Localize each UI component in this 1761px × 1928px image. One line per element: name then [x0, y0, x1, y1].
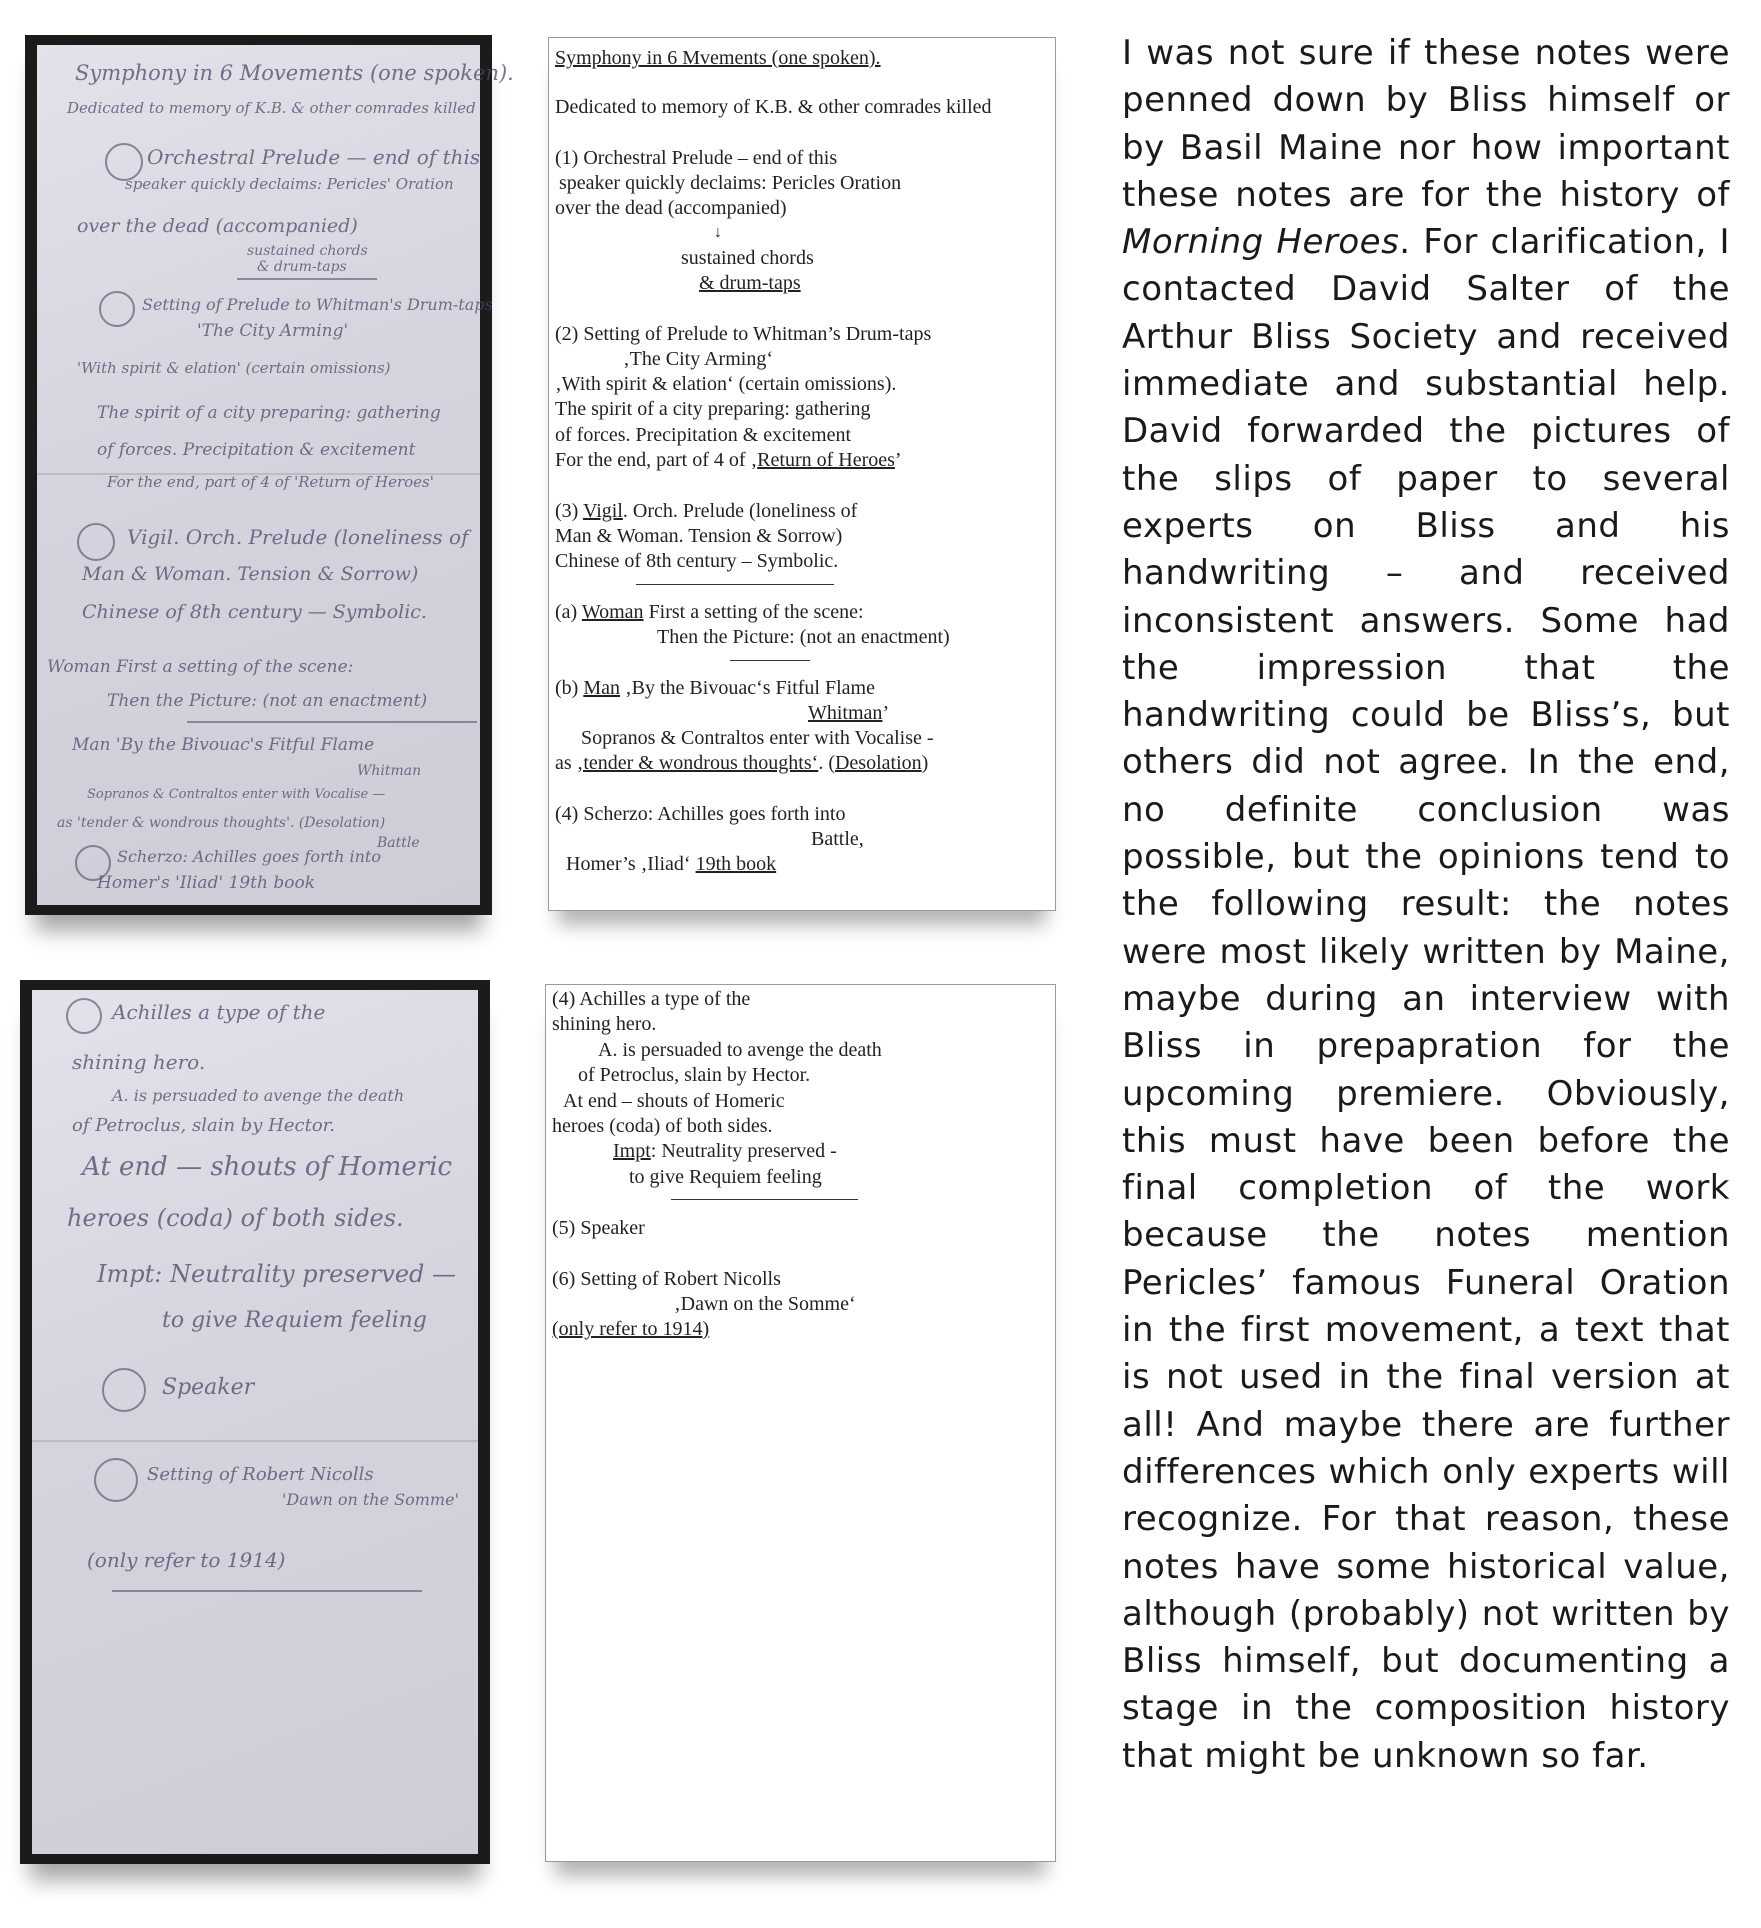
handwritten-line: Speaker	[162, 1375, 255, 1400]
underline-stroke	[187, 721, 477, 723]
handwritten-line: to give Requiem feeling	[162, 1308, 427, 1333]
transcript-line: (b) Man ‚By the Bivouac‘s Fitful Flame	[555, 677, 875, 699]
handwritten-line: speaker quickly declaims: Pericles' Oration	[125, 175, 454, 193]
handwritten-line: as 'tender & wondrous thoughts'. (Desolation)	[57, 815, 386, 831]
transcript-line: of forces. Precipitation & excitement	[555, 424, 852, 446]
handwritten-line: Sopranos & Contraltos enter with Vocalise —	[87, 787, 386, 802]
transcript-line: to give Requiem feeling	[629, 1166, 822, 1188]
transcript-page-2	[545, 984, 1056, 1862]
paper-sheet	[32, 990, 478, 1854]
handwritten-line: Impt: Neutrality preserved —	[97, 1260, 457, 1288]
transcript-line: speaker quickly declaims: Pericles Oration	[559, 172, 902, 194]
transcript-line: (3) Vigil. Orch. Prelude (loneliness of	[555, 500, 858, 522]
number-circle	[77, 523, 115, 561]
handwritten-line: Homer's 'Iliad' 19th book	[97, 873, 315, 893]
handwritten-line: & drum-taps	[257, 259, 347, 275]
paper-sheet	[37, 45, 514, 905]
transcript-line: (2) Setting of Prelude to Whitman’s Drum-taps	[555, 323, 932, 345]
transcript-line: ‚Dawn on the Somme‘	[674, 1293, 856, 1315]
transcript-line: Chinese of 8th century – Symbolic.	[555, 550, 839, 572]
handwritten-line: Setting of Prelude to Whitman's Drum-taps	[142, 295, 493, 314]
handwritten-line: For the end, part of 4 of 'Return of Heroes'	[107, 473, 434, 491]
handwritten-line: Man & Woman. Tension & Sorrow)	[82, 563, 419, 585]
underline-stroke	[237, 278, 377, 280]
handwritten-line: Vigil. Orch. Prelude (loneliness of	[127, 525, 469, 549]
transcript-line: & drum-taps	[699, 272, 801, 294]
work-title: Morning Heroes	[1122, 222, 1400, 263]
handwritten-line: 'With spirit & elation' (certain omissions)	[77, 359, 391, 377]
handwritten-line: At end — shouts of Homeric	[82, 1152, 453, 1182]
handwritten-line: Setting of Robert Nicolls	[147, 1464, 374, 1485]
transcript-line: (6) Setting of Robert Nicolls	[552, 1268, 781, 1290]
handwritten-line: sustained chords	[247, 243, 368, 259]
down-arrow-icon: ↓	[714, 224, 722, 241]
number-circle	[102, 1368, 146, 1412]
transcript-line: shining hero.	[552, 1013, 657, 1035]
handwritten-line: Whitman	[357, 763, 422, 779]
handwritten-line: Battle	[377, 835, 420, 851]
transcript-line: heroes (coda) of both sides.	[552, 1115, 773, 1137]
handwritten-line: Woman First a setting of the scene:	[47, 657, 354, 677]
transcript-line: Battle,	[811, 828, 864, 850]
handwritten-line: heroes (coda) of both sides.	[67, 1204, 404, 1232]
handwritten-line: A. is persuaded to avenge the death	[112, 1086, 405, 1105]
underline-stroke	[112, 1590, 422, 1592]
handwritten-line: of Petroclus, slain by Hector.	[72, 1115, 336, 1136]
transcript-line: Man & Woman. Tension & Sorrow)	[555, 525, 843, 547]
transcript-line: ‚The City Arming‘	[623, 348, 773, 370]
handwritten-notes-photo-2	[20, 980, 490, 1864]
essay-paragraph: I was not sure if these notes were penned down by Bliss himself or by Basil Maine nor how important these notes are for the history of Morning Heroes. For clarification, I contacted David Salter of the Arthur Bliss Society and received immediate and substantial help. David forwarded the pictures of the slips of paper to several experts on Bliss and his handwriting – and received inconsistent answers. Some had the impression that the handwriting could be Bliss’s, but others did not agree. In the end, no definite conclusion was possible, but the opinions tend to the following result: the notes were most likely written by Maine, maybe during an interview with Bliss in prepapration for the upcoming premiere. Obviously, this must have been before the final completion of the work because the notes mention Pericles’ famous Funeral Oration in the first movement, a text that is not used in the final version at all! And maybe there are further differences which only experts will recognize. For that reason, these notes have some historical value, although (probably) not written by Bliss himself, but documenting a stage in the composition history that might be unknown so far.	[1122, 33, 1730, 1776]
transcript-line: The spirit of a city preparing: gathering	[555, 398, 871, 420]
transcript-line: as ‚tender & wondrous thoughts‘. (Desolation)	[555, 752, 929, 774]
handwritten-line: 'The City Arming'	[197, 321, 349, 341]
handwritten-line: of forces. Precipitation & excitement	[97, 440, 416, 460]
handwritten-line: Man 'By the Bivouac's Fitful Flame	[72, 735, 375, 755]
handwritten-notes-photo-1	[25, 35, 514, 915]
handwritten-line: Orchestral Prelude — end of this	[147, 145, 481, 169]
transcript-line: (1) Orchestral Prelude – end of this	[555, 147, 838, 169]
handwritten-line: shining hero.	[72, 1050, 206, 1074]
transcript-line: of Petroclus, slain by Hector.	[578, 1064, 811, 1086]
transcript-line: ‚With spirit & elation‘ (certain omissions).	[555, 373, 897, 395]
separator-line	[730, 660, 810, 661]
number-circle	[94, 1458, 138, 1502]
transcript-line: Whitman’	[808, 702, 890, 724]
transcript-line: over the dead (accompanied)	[555, 197, 787, 219]
transcript-line: A. is persuaded to avenge the death	[598, 1039, 882, 1061]
transcript-line: (5) Speaker	[552, 1217, 645, 1239]
transcript-line: Homer’s ‚Iliad‘ 19th book	[566, 853, 777, 875]
separator-line	[636, 584, 834, 585]
handwritten-line: over the dead (accompanied)	[77, 215, 358, 237]
transcript-line: Impt: Neutrality preserved -	[613, 1140, 837, 1162]
transcript-line: At end – shouts of Homeric	[563, 1090, 785, 1112]
transcript-line: (only refer to 1914)	[552, 1318, 710, 1340]
number-circle	[99, 291, 135, 327]
handwritten-line: Dedicated to memory of K.B. & other comrades killed	[67, 99, 476, 117]
handwritten-line: Achilles a type of the	[112, 1000, 326, 1024]
transcript-line: (4) Achilles a type of the	[552, 988, 751, 1010]
handwritten-line: Symphony in 6 Movements (one spoken).	[75, 61, 514, 85]
handwritten-line: Chinese of 8th century — Symbolic.	[82, 601, 427, 623]
transcript-line: Sopranos & Contraltos enter with Vocalise -	[581, 727, 934, 749]
handwritten-line: The spirit of a city preparing: gathering	[97, 403, 441, 423]
number-circle	[66, 998, 102, 1034]
transcript-title: Symphony in 6 Mvements (one spoken).	[555, 47, 881, 69]
transcript-line: sustained chords	[681, 247, 814, 269]
handwritten-line: Scherzo: Achilles goes forth into	[117, 847, 381, 866]
handwritten-line: (only refer to 1914)	[87, 1548, 286, 1572]
separator-line	[671, 1199, 858, 1200]
handwritten-line: Then the Picture: (not an enactment)	[107, 691, 428, 711]
transcript-page-1	[548, 37, 1056, 911]
transcript-line: (4) Scherzo: Achilles goes forth into	[555, 803, 846, 825]
transcript-line: (a) Woman First a setting of the scene:	[555, 601, 864, 623]
paper-fold	[32, 1440, 478, 1442]
transcript-line: For the end, part of 4 of ‚Return of Heroes’	[555, 449, 902, 471]
handwritten-line: 'Dawn on the Somme'	[282, 1490, 459, 1509]
transcript-dedication: Dedicated to memory of K.B. & other comrades killed	[555, 96, 992, 118]
transcript-line: Then the Picture: (not an enactment)	[657, 626, 950, 648]
